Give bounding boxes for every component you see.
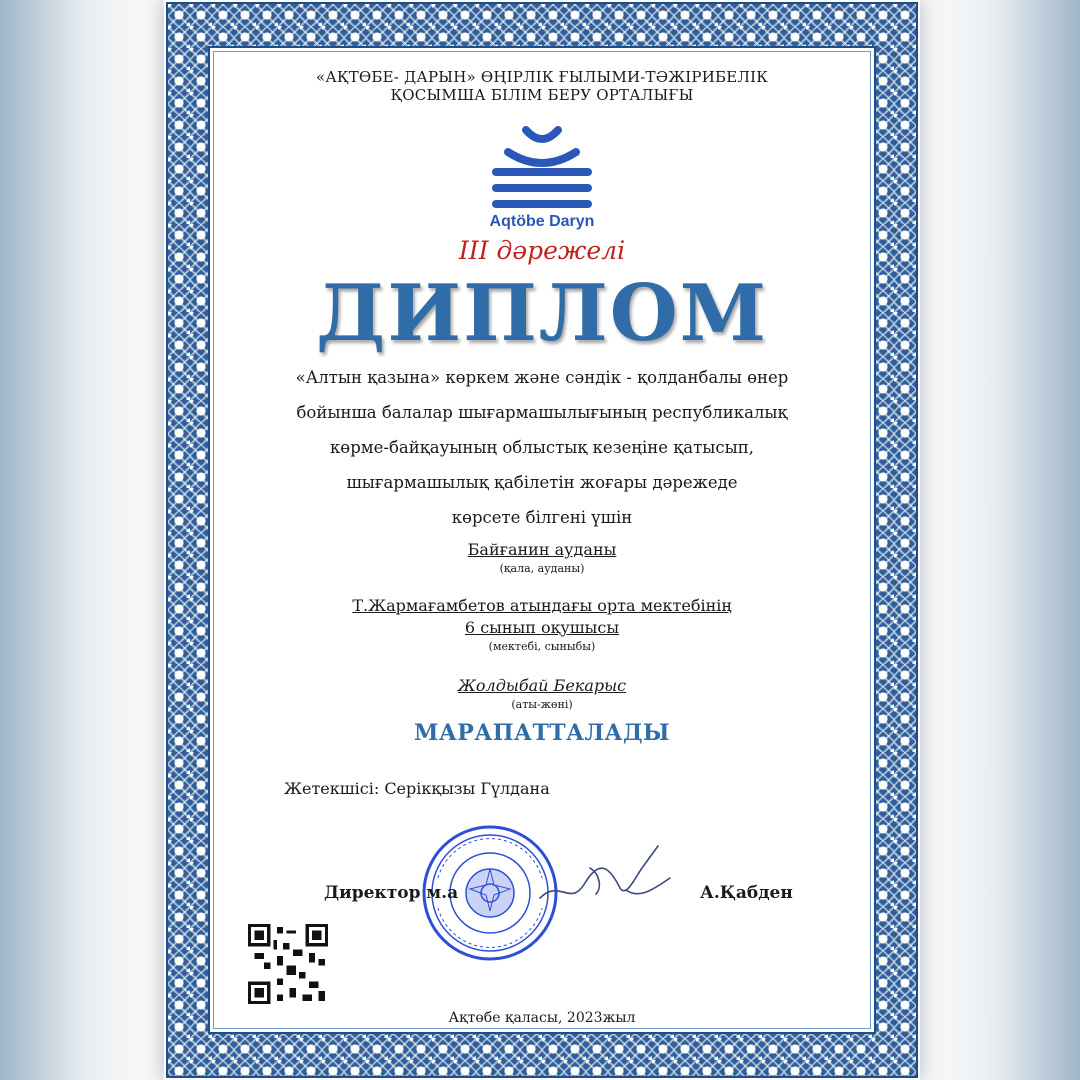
- student-hint: (аты-жөні): [511, 698, 573, 711]
- student-name: Жолдыбай Бекарыс: [457, 676, 627, 695]
- district-value: Байғанин ауданы: [467, 540, 617, 559]
- qr-code-icon[interactable]: [248, 924, 328, 1004]
- body-line-1: «Алтын қазына» көркем және сәндік - қолданбалы өнер: [295, 368, 789, 387]
- body-line-4: шығармашылық қабілетін жоғары дәрежеде: [346, 473, 738, 492]
- school-hint: (мектебі, сыныбы): [488, 640, 596, 653]
- director-name: А.Қабден: [700, 883, 793, 903]
- director-label: Директор м.а: [324, 883, 459, 903]
- student-field: [210, 676, 874, 695]
- organization-line-2: ҚОСЫМША БІЛІМ БЕРУ ОРТАЛЫҒЫ: [390, 86, 694, 104]
- diploma-sheet: [164, 0, 920, 1080]
- daryn-logo-icon: [486, 122, 598, 214]
- district-field: [210, 540, 874, 559]
- organization-name: [210, 68, 874, 104]
- school-field-line-2: [210, 618, 874, 637]
- diploma-title: ДИПЛОМ: [316, 268, 768, 359]
- body-line-5: көрсете білгені үшін: [451, 508, 633, 527]
- organization-line-1: «АҚТӨБЕ- ДАРЫН» ӨҢІРЛІК ҒЫЛЫМИ-ТӘЖІРИБЕЛІК: [315, 68, 769, 86]
- signature-icon: [530, 838, 680, 918]
- school-value-1: Т.Жармағамбетов атындағы орта мектебінің: [352, 596, 732, 615]
- diploma-body: [210, 360, 874, 535]
- footer-place-year: Ақтөбе қаласы, 2023жыл: [448, 1010, 636, 1026]
- district-hint: (қала, ауданы): [499, 562, 585, 575]
- body-line-3: көрме-байқауының облыстық кезеңіне қатысып,: [329, 438, 755, 457]
- school-value-2: 6 сынып оқушысы: [464, 618, 620, 637]
- body-line-2: бойынша балалар шығармашылығының республикалық: [296, 403, 788, 422]
- school-field-line-1: [210, 596, 874, 615]
- award-label: МАРАПАТТАЛАДЫ: [414, 720, 670, 746]
- logo-text: Aqtöbe Daryn: [489, 213, 595, 230]
- diploma-content: [208, 46, 876, 1034]
- leader-line: Жетекшісі: Серікқызы Гүлдана: [284, 779, 550, 798]
- degree-label: III дәрежелі: [458, 236, 626, 265]
